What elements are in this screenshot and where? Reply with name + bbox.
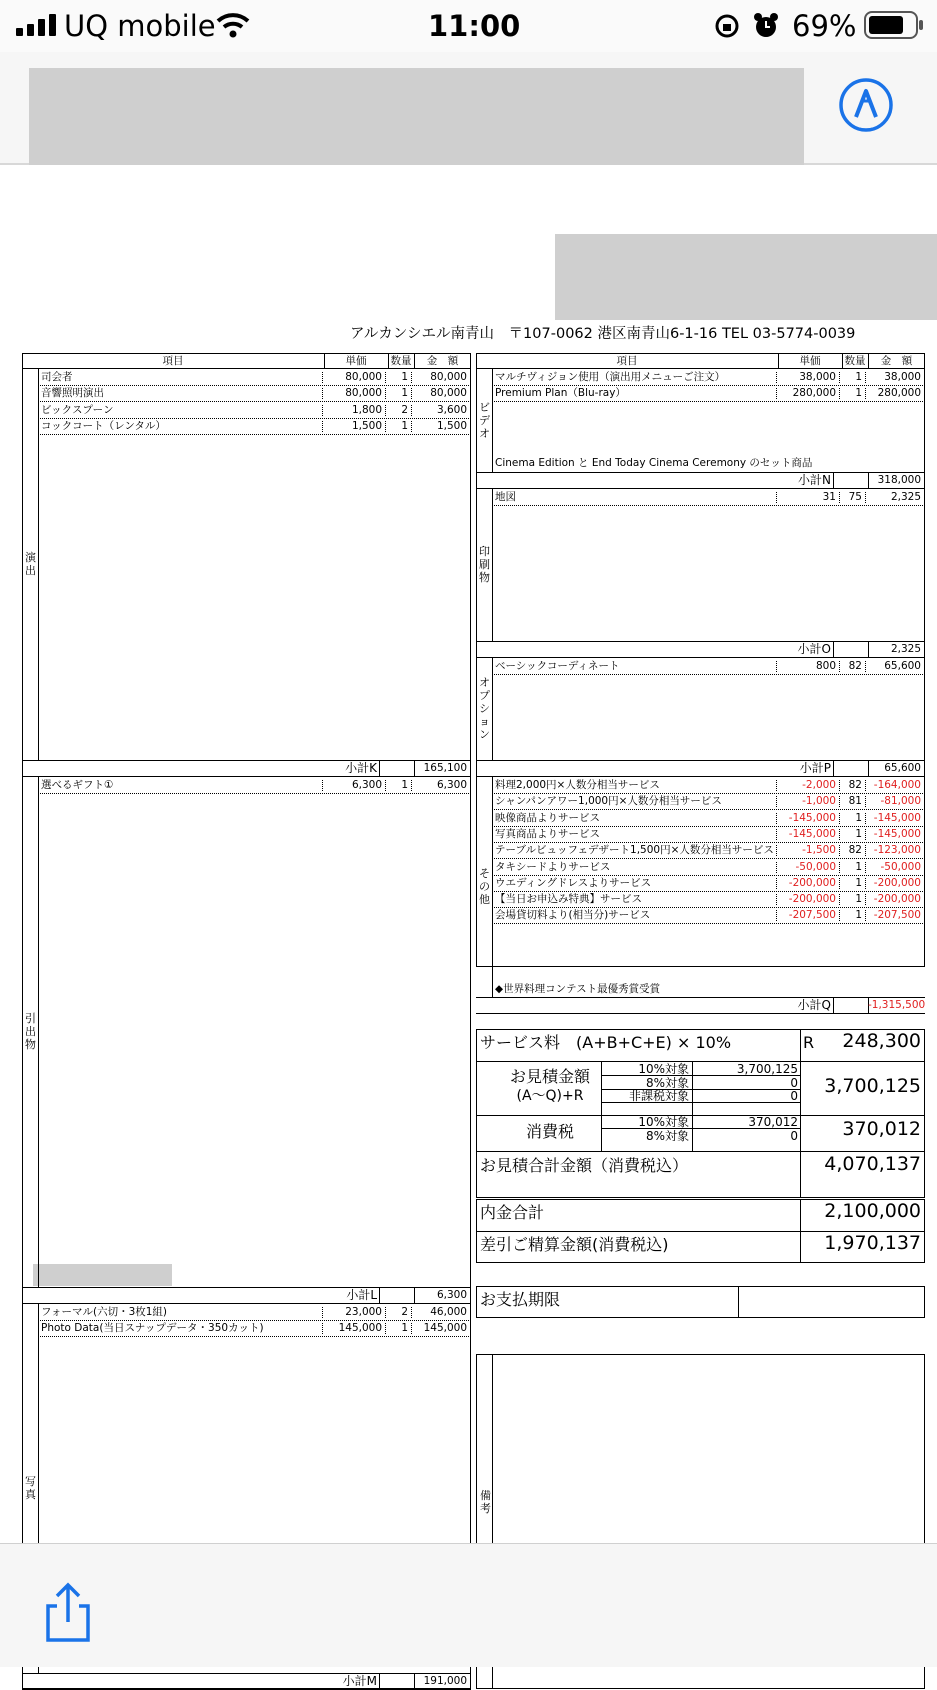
deposit-label: 内金合計 <box>480 1203 545 1222</box>
rule-line <box>776 661 777 672</box>
rule-line <box>22 368 471 369</box>
row-unit: -50,000 <box>795 860 836 873</box>
row-amount: -200,000 <box>873 893 921 906</box>
row-item: ビックスプーン <box>41 403 114 416</box>
rule-line <box>833 472 834 488</box>
row-qty: 75 <box>848 491 862 503</box>
rule-line <box>839 492 840 503</box>
row-unit: -207,500 <box>788 909 836 922</box>
row-qty: 1 <box>401 371 408 383</box>
subtotal-label: 小計P <box>799 761 831 775</box>
row-amount: -123,000 <box>873 844 921 857</box>
row-unit: 23,000 <box>345 1306 382 1318</box>
rule-line <box>492 401 925 402</box>
row-unit: 31 <box>822 491 836 503</box>
section-label: 写真 <box>25 1475 36 1501</box>
rule-line <box>865 661 866 672</box>
row-qty: 1 <box>855 811 862 824</box>
est-8-value: 0 <box>790 1076 798 1090</box>
row-qty: 1 <box>855 860 862 873</box>
col-header-item: 項目 <box>162 355 184 367</box>
rule-line <box>839 829 840 840</box>
payment-due-label: お支払期限 <box>480 1290 561 1309</box>
row-unit: -145,000 <box>788 811 836 824</box>
row-unit: 800 <box>815 660 836 672</box>
row-item: 映像商品よりサービス <box>495 811 600 824</box>
rule-line <box>476 657 925 658</box>
row-item: 会場貸切料より(相当分)サービス <box>495 909 651 922</box>
tax-10-value: 370,012 <box>748 1115 798 1129</box>
rotation-lock-icon <box>714 13 740 39</box>
rule-line <box>322 372 323 383</box>
col-header-amount: 金 額 <box>426 355 459 367</box>
col-header-unit: 単価 <box>345 355 367 367</box>
row-item: テーブルビュッフェデザート1,500円×人数分相当サービス <box>495 844 774 857</box>
rule-line <box>385 780 386 791</box>
row-item: ベーシックコーディネート <box>495 660 620 672</box>
rule-line <box>776 372 777 383</box>
status-bar <box>0 0 937 52</box>
balance-value: 1,970,137 <box>824 1232 921 1254</box>
left-items-table <box>22 353 471 1689</box>
rule-line <box>839 845 840 856</box>
col-header-qty: 数量 <box>844 355 866 367</box>
carrier-label: UQ mobile <box>64 9 216 43</box>
estimate-value: 3,700,125 <box>824 1075 921 1097</box>
row-item: タキシードよりサービス <box>495 860 611 873</box>
rule-line <box>411 405 412 416</box>
row-unit: 6,300 <box>351 779 382 791</box>
row-unit: 1,800 <box>351 403 382 416</box>
tax-8-label: 8%対象 <box>645 1129 689 1143</box>
est-non-label: 非課税対象 <box>628 1089 689 1103</box>
section-label: 引出物 <box>25 1012 36 1051</box>
col-header-amount: 金 額 <box>880 355 913 367</box>
rule-line <box>411 421 412 432</box>
rule-line <box>476 776 925 777</box>
rule-line <box>379 1673 380 1689</box>
subtotal-label: 小計O <box>797 642 831 656</box>
row-unit: -145,000 <box>788 827 836 840</box>
subtotal-label: 小計Q <box>797 998 831 1012</box>
rule-line <box>776 845 777 856</box>
rule-line <box>322 1307 323 1318</box>
est-8-label: 8%対象 <box>645 1076 689 1090</box>
rule-line <box>385 388 386 399</box>
subtotal-value: 191,000 <box>423 1675 467 1687</box>
battery-percent: 69% <box>792 9 857 43</box>
rule-line <box>776 813 777 824</box>
row-qty: 1 <box>401 779 408 791</box>
row-qty: 1 <box>401 387 408 400</box>
rule-line <box>379 1287 380 1303</box>
tax-10-label: 10%対象 <box>638 1115 689 1129</box>
row-qty: 1 <box>855 827 862 840</box>
rule-line <box>38 368 39 760</box>
redacted-logo <box>555 234 937 320</box>
rule-line <box>839 894 840 905</box>
rule-line <box>22 1673 471 1674</box>
col-header-item: 項目 <box>616 355 638 367</box>
row-amount: -200,000 <box>873 876 921 889</box>
rule-line <box>776 796 777 807</box>
row-unit: -200,000 <box>788 876 836 889</box>
rule-line <box>865 862 866 873</box>
row-amount: -207,500 <box>873 909 921 922</box>
col-header-unit: 単価 <box>799 355 821 367</box>
subtotal-label: 小計M <box>342 1674 377 1688</box>
rule-line <box>411 1307 412 1318</box>
section-label: ビデオ <box>479 400 490 440</box>
wifi-icon <box>216 12 250 38</box>
row-amount: -145,000 <box>873 811 921 824</box>
row-unit: 80,000 <box>345 387 382 400</box>
rule-line <box>492 505 925 506</box>
rule-line <box>492 674 925 675</box>
row-unit: -2,000 <box>802 779 836 791</box>
row-unit: -1,000 <box>802 795 836 808</box>
subtotal-value: 318,000 <box>877 474 921 486</box>
row-unit: 80,000 <box>345 371 382 383</box>
row-item: Premium Plan（Blu-ray） <box>495 387 626 400</box>
rule-line <box>379 760 380 776</box>
rule-line <box>776 829 777 840</box>
row-unit: 280,000 <box>792 387 836 400</box>
row-unit: -200,000 <box>788 893 836 906</box>
row-item: ウエディングドレスよりサービス <box>495 876 652 889</box>
rule-line <box>776 862 777 873</box>
rule-line <box>839 862 840 873</box>
rule-line <box>492 923 925 924</box>
row-amount: -81,000 <box>880 795 921 808</box>
rule-line <box>776 894 777 905</box>
balance-label: 差引ご精算金額(消費税込) <box>480 1235 669 1254</box>
rule-line <box>22 776 471 777</box>
row-qty: 1 <box>855 909 862 922</box>
col-header-qty: 数量 <box>390 355 412 367</box>
row-amount: -164,000 <box>873 779 921 791</box>
estimate-document <box>0 167 937 1688</box>
row-amount: 46,000 <box>430 1306 467 1318</box>
rule-line <box>22 1303 471 1304</box>
rule-line <box>865 845 866 856</box>
venue-address: アルカンシエル南青山 〒107-0062 港区南青山6-1-16 TEL 03-5774-0039 <box>350 326 856 342</box>
row-qty: 1 <box>855 371 862 383</box>
row-amount: 1,500 <box>436 419 467 432</box>
clock: 11:00 <box>428 9 521 43</box>
rule-line <box>411 388 412 399</box>
row-item: 音響照明演出 <box>41 387 104 400</box>
rule-line <box>865 894 866 905</box>
row-item: 【当日お申込み特典】サービス <box>495 893 642 906</box>
section-note: ◆世界料理コンテスト最優秀賞受賞 <box>495 983 661 995</box>
row-amount: 6,300 <box>436 779 467 791</box>
est-non-value: 0 <box>790 1089 798 1103</box>
row-qty: 82 <box>848 779 862 791</box>
redacted-title <box>29 68 804 165</box>
signal-icon <box>16 14 58 36</box>
row-amount: 80,000 <box>430 387 467 400</box>
rule-line <box>839 878 840 889</box>
service-label: サービス料 (A+B+C+E) × 10% <box>480 1033 732 1052</box>
section-label: オプション <box>479 676 490 741</box>
rule-line <box>776 780 777 791</box>
rule-line <box>492 368 493 472</box>
section-label: その他 <box>479 867 490 906</box>
section-label: 印刷物 <box>479 545 490 584</box>
row-qty: 1 <box>855 893 862 906</box>
rule-line <box>865 813 866 824</box>
rule-line <box>476 760 925 761</box>
rule-line <box>865 829 866 840</box>
row-amount: -50,000 <box>880 860 921 873</box>
total-label: お見積合計金額（消費税込） <box>480 1156 689 1175</box>
rule-line <box>865 780 866 791</box>
row-item: 写真商品よりサービス <box>495 827 600 840</box>
rule-line <box>385 372 386 383</box>
row-qty: 1 <box>855 387 862 400</box>
row-amount: 280,000 <box>877 387 921 400</box>
estimate-formula: (A〜Q)+R <box>516 1088 584 1104</box>
notes-label: 備考 <box>480 1489 491 1515</box>
row-item: マルチヴィジョン使用（演出用メニューご注文） <box>495 371 726 383</box>
row-qty: 1 <box>401 1322 408 1335</box>
rule-line <box>865 878 866 889</box>
row-qty: 2 <box>401 403 408 416</box>
rule-line <box>385 1323 386 1334</box>
subtotal-value: -1,315,500 <box>868 999 926 1011</box>
rule-line <box>476 997 925 998</box>
row-qty: 82 <box>848 844 862 857</box>
markup-icon[interactable] <box>838 77 894 133</box>
rule-line <box>322 421 323 432</box>
rule-line <box>385 421 386 432</box>
total-value: 4,070,137 <box>824 1153 921 1175</box>
rule-line <box>322 388 323 399</box>
row-amount: 65,600 <box>884 660 921 672</box>
rule-line <box>411 1323 412 1334</box>
row-unit: 145,000 <box>338 1322 382 1335</box>
row-amount: 145,000 <box>423 1322 467 1335</box>
rule-line <box>776 910 777 921</box>
battery-icon <box>864 11 924 39</box>
rule-line <box>833 997 834 1013</box>
rule-line <box>776 492 777 503</box>
rule-line <box>322 780 323 791</box>
tax-value: 370,012 <box>842 1118 921 1140</box>
rule-line <box>839 813 840 824</box>
rule-line <box>865 910 866 921</box>
section-note: Cinema Edition と End Today Cinema Ceremony のセット商品 <box>495 457 813 469</box>
subtotal-label: 小計L <box>346 1288 377 1302</box>
rule-line <box>833 641 834 657</box>
rule-line <box>411 780 412 791</box>
row-amount: 80,000 <box>430 371 467 383</box>
rule-line <box>476 488 925 489</box>
rule-line <box>492 657 493 760</box>
subtotal-label: 小計K <box>345 761 377 775</box>
bottom-toolbar <box>0 1543 937 1667</box>
rule-line <box>865 388 866 399</box>
subtotal-label: 小計N <box>798 473 831 487</box>
rule-line <box>476 1013 925 1014</box>
share-icon[interactable] <box>42 1582 94 1644</box>
rule-line <box>476 641 925 642</box>
rule-line <box>776 878 777 889</box>
tax-8-value: 0 <box>790 1129 798 1143</box>
rule-line <box>22 1287 471 1288</box>
row-qty: 81 <box>848 795 862 808</box>
service-r: R <box>803 1033 815 1052</box>
rule-line <box>839 388 840 399</box>
subtotal-value: 65,600 <box>884 762 921 774</box>
subtotal-value: 2,325 <box>890 643 921 655</box>
service-value: 248,300 <box>842 1030 921 1052</box>
rule-line <box>476 368 925 369</box>
tax-label: 消費税 <box>525 1122 574 1141</box>
rule-line <box>776 388 777 399</box>
rule-line <box>833 760 834 776</box>
rule-line <box>22 760 471 761</box>
rule-line <box>322 1323 323 1334</box>
rule-line <box>385 1307 386 1318</box>
rule-line <box>492 488 493 641</box>
subtotal-value: 165,100 <box>423 762 467 774</box>
row-qty: 2 <box>401 1306 408 1318</box>
row-item: 司会者 <box>41 371 73 383</box>
row-unit: 38,000 <box>799 371 836 383</box>
rule-line <box>839 910 840 921</box>
row-amount: -145,000 <box>873 827 921 840</box>
rule-line <box>839 796 840 807</box>
alarm-icon <box>753 12 779 40</box>
section-label: 演出 <box>25 551 36 577</box>
redacted-note <box>33 1264 172 1286</box>
row-item: Photo Data(当日スナップデータ・350カット) <box>41 1322 264 1335</box>
row-item: 選べるギフト① <box>41 779 114 791</box>
viewer-toolbar <box>0 52 937 165</box>
est-10-label: 10%対象 <box>638 1062 689 1076</box>
row-item: 地図 <box>495 491 516 503</box>
row-item: シャンパンアワー1,000円×人数分相当サービス <box>495 795 722 808</box>
rule-line <box>865 796 866 807</box>
rule-line <box>322 405 323 416</box>
rule-line <box>411 372 412 383</box>
row-amount: 2,325 <box>890 491 921 503</box>
rule-line <box>38 1336 471 1337</box>
rule-line <box>38 776 39 1287</box>
row-qty: 82 <box>848 660 862 672</box>
subtotal-value: 6,300 <box>436 1289 467 1301</box>
rule-line <box>839 372 840 383</box>
row-qty: 1 <box>401 419 408 432</box>
row-item: コックコート（レンタル） <box>41 419 166 432</box>
rule-line <box>839 780 840 791</box>
rule-line <box>865 492 866 503</box>
row-amount: 3,600 <box>436 403 467 416</box>
est-10-value: 3,700,125 <box>736 1062 798 1076</box>
rule-line <box>38 793 471 794</box>
estimate-label: お見積金額 <box>509 1067 590 1086</box>
deposit-value: 2,100,000 <box>824 1200 921 1222</box>
row-unit: 1,500 <box>351 419 382 432</box>
row-qty: 1 <box>855 876 862 889</box>
rule-line <box>865 372 866 383</box>
rule-line <box>476 472 925 473</box>
row-item: 料理2,000円×人数分相当サービス <box>495 779 660 791</box>
rule-line <box>38 434 471 435</box>
row-amount: 38,000 <box>884 371 921 383</box>
row-unit: -1,500 <box>802 844 836 857</box>
rule-line <box>839 661 840 672</box>
rule-line <box>385 405 386 416</box>
row-item: フォーマル(六切・3枚1組) <box>41 1306 168 1318</box>
